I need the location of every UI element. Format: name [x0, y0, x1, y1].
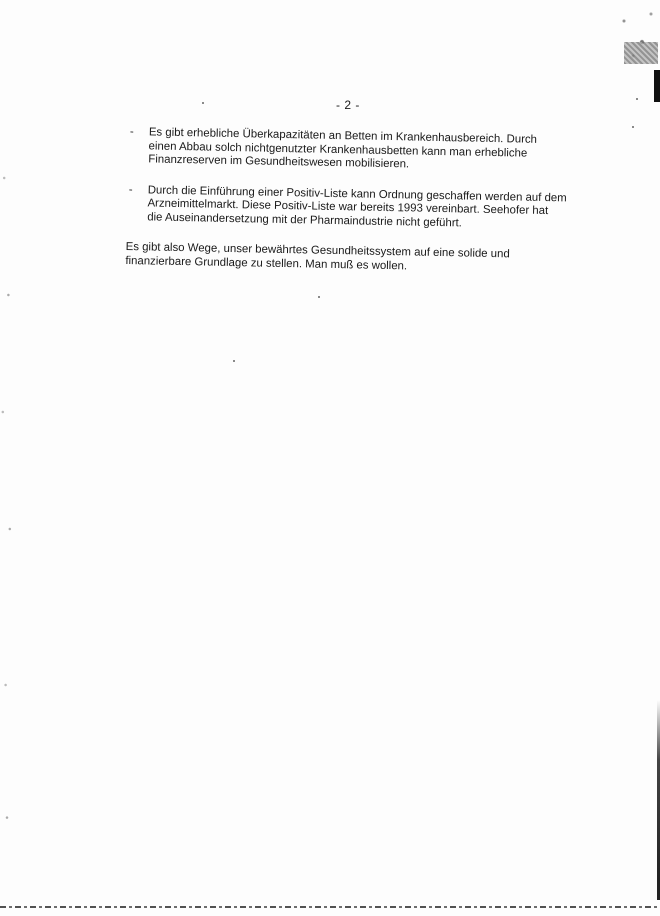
bullet-item: [126, 183, 567, 232]
page-number: - 2 -: [336, 98, 360, 112]
bullet-text: Es gibt erhebliche Überkapazitäten an Betten im Krankenhausbereich. Durch einen Abbau solch nichtgenutzter Krankenhausbetten kann man erhebliche Finanzreserven im Gesundheitswesen mobilisieren.: [148, 126, 538, 171]
scan-artifact-blob: [624, 42, 658, 64]
scan-dot: [202, 102, 204, 104]
bullet-marker: -: [128, 183, 133, 196]
bullet-marker: -: [129, 126, 134, 139]
scan-dot: [318, 296, 320, 298]
bullet-item: [127, 126, 568, 175]
document-body: [125, 126, 568, 276]
scan-edge-mark: [654, 70, 660, 102]
closing-paragraph: Es gibt also Wege, unser bewährtes Gesundheitssystem auf eine solide und finanzierbare Grundlage zu stellen. Man muß es wollen.: [125, 240, 510, 272]
scan-dot: [233, 360, 235, 362]
bullet-text: Durch die Einführung einer Positiv-Liste kann Ordnung geschaffen werden auf dem Arzneimittelmarkt. Diese Positiv-Liste war bereits 1993 vereinbart. Seehofer hat die Auseinandersetzung mit der Pharmaindustrie nicht geführt.: [147, 183, 567, 229]
scan-speckle-left: [0, 100, 14, 880]
scan-dot: [632, 126, 634, 128]
scan-bottom-edge: [0, 906, 660, 908]
scan-dot: [636, 98, 638, 100]
